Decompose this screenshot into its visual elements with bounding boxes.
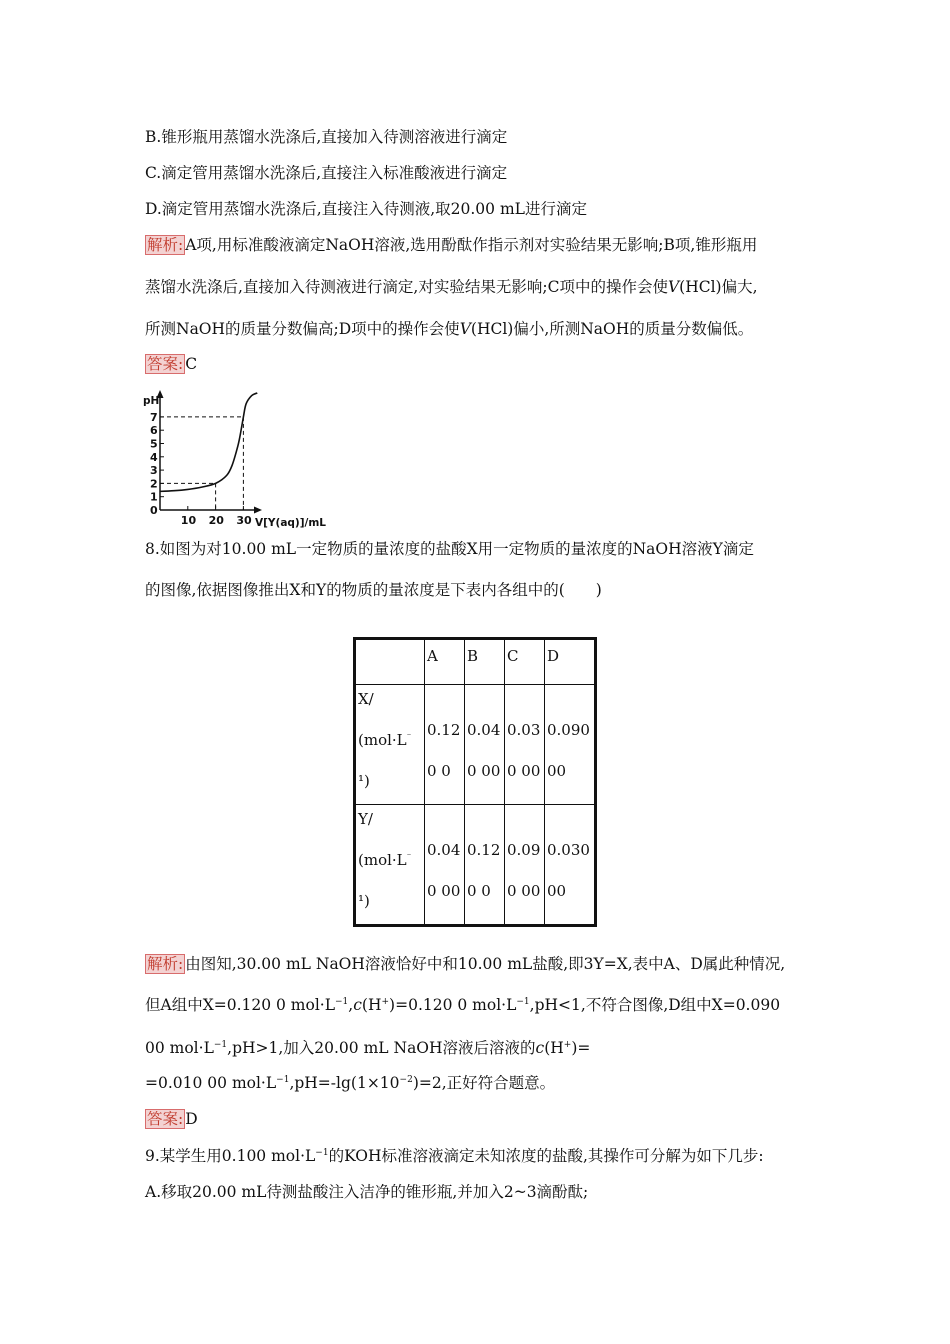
y-tick-label: 1 xyxy=(150,490,158,504)
table-cell: 0.09 0 00 xyxy=(505,804,545,925)
table-cell: 0.12 0 0 xyxy=(465,804,505,925)
header-cell: C xyxy=(505,639,545,685)
row-label xyxy=(355,804,425,925)
table-cell: 0.090 00 xyxy=(545,685,596,805)
answer-value: D xyxy=(185,1110,198,1128)
answer-2 xyxy=(145,1108,198,1130)
text: 所测NaOH的质量分数偏高;D项中的操作会使 xyxy=(145,320,460,338)
explanation-2-line-2: 但A组中X=0.120 0 $mol\cdot L^{-1},c(H^+)=0.120$ 0 $mol\cdot L^{-1},pH<1$,不符合图像,D组中X=0.090 xyxy=(145,996,781,1014)
v-symbol: V xyxy=(667,278,680,296)
label-part: (mol·L⁻ xyxy=(358,731,412,749)
y-axis-label: pH xyxy=(143,395,160,407)
label-part: ¹) xyxy=(358,772,370,790)
y-tick-label: 7 xyxy=(150,410,158,424)
table-cell: 0.12 0 0 xyxy=(425,685,465,805)
table-header-row xyxy=(355,639,596,685)
answer-value: C xyxy=(185,355,198,373)
table-cell: 0.03 0 00 xyxy=(505,685,545,805)
v-symbol: V xyxy=(459,320,471,338)
explanation-1-line-2 xyxy=(145,276,758,298)
options-table xyxy=(353,637,597,927)
y-tick-label: 0 xyxy=(150,504,158,517)
explanation-2-line-1 xyxy=(145,953,785,975)
header-cell xyxy=(355,639,425,685)
explanation-1-line-3 xyxy=(145,318,753,340)
answer-tag: 答案: xyxy=(147,355,184,373)
table-row xyxy=(355,685,596,805)
explanation-2-line-3: 00 $mol\cdot L^{-1},pH>1$,加入20.00 mL NaOH溶液后溶液的c(H+)= xyxy=(145,1039,591,1057)
option-c: C.滴定管用蒸馏水洗涤后,直接注入标准酸液进行滴定 xyxy=(145,164,508,182)
explanation-2-line-4: =0.010 00 $mol\cdot L^{-1},pH=-\lg(1\times 10^{-2})=2$,正好符合题意。 xyxy=(145,1074,556,1092)
text: (HCl)偏大, xyxy=(679,278,758,296)
explain-tag: 解析: xyxy=(147,955,184,973)
table-row xyxy=(355,804,596,925)
x-tick-label: 20 xyxy=(208,514,224,527)
label-part: ¹) xyxy=(358,891,370,910)
question-8-line-2: 的图像,依据图像推出X和Y的物质的量浓度是下表内各组中的( ) xyxy=(145,581,602,599)
row-label xyxy=(355,685,425,805)
explanation-1-line-1 xyxy=(145,234,757,256)
x-tick-label: 10 xyxy=(180,514,197,527)
label-part: Y/ xyxy=(358,809,373,828)
header-cell: D xyxy=(545,639,596,685)
question-8-line-1: 8.如图为对10.00 mL一定物质的量浓度的盐酸X用一定物质的量浓度的NaOH溶液Y滴定 xyxy=(145,540,754,558)
titration-curve-chart xyxy=(138,380,338,530)
x-axis-label: V[Y(aq)]/mL xyxy=(255,517,326,529)
label-part: X/ xyxy=(358,690,374,708)
y-tick-label: 3 xyxy=(150,464,158,478)
answer-1 xyxy=(145,353,197,375)
explain-tag: 解析: xyxy=(147,236,184,254)
text: 蒸馏水洗涤后,直接加入待测液进行滴定,对实验结果无影响;C项中的操作会使 xyxy=(145,278,668,296)
label-part: (mol·L⁻ xyxy=(358,850,412,869)
table-cell: 0.04 0 00 xyxy=(465,685,505,805)
y-tick-label: 5 xyxy=(150,437,158,451)
table-cell: 0.030 00 xyxy=(545,804,596,925)
question-9-line-1: 9.某学生用0.100 $mol\cdot L^{-1}$的KOH标准溶液滴定未知浓度的盐酸,其操作可分解为如下几步: xyxy=(145,1147,764,1165)
table-cell: 0.04 0 00 xyxy=(425,804,465,925)
option-d: D.滴定管用蒸馏水洗涤后,直接注入待测液,取20.00 mL进行滴定 xyxy=(145,200,587,218)
answer-tag: 答案: xyxy=(147,1110,184,1128)
y-tick-label: 4 xyxy=(150,450,158,464)
x-axis-arrow xyxy=(254,507,262,514)
y-tick-label: 6 xyxy=(150,424,158,438)
text: (HCl)偏小,所测NaOH的质量分数偏低。 xyxy=(470,320,754,338)
option-b: B.锥形瓶用蒸馏水洗涤后,直接加入待测溶液进行滴定 xyxy=(145,128,508,146)
text: A项,用标准酸液滴定NaOH溶液,选用酚酞作指示剂对实验结果无影响;B项,锥形瓶用 xyxy=(185,236,758,254)
ph-curve xyxy=(160,393,257,491)
text: 由图知,30.00 mL NaOH溶液恰好中和10.00 mL盐酸,即3Y=X,表中A、D属此种情况, xyxy=(185,955,786,973)
header-cell: A xyxy=(425,639,465,685)
y-tick-label: 2 xyxy=(150,477,158,491)
header-cell: B xyxy=(465,639,505,685)
x-tick-label: 30 xyxy=(236,514,252,527)
question-9-option-a: A.移取20.00 mL待测盐酸注入洁净的锥形瓶,并加入2~3滴酚酞; xyxy=(145,1183,589,1201)
